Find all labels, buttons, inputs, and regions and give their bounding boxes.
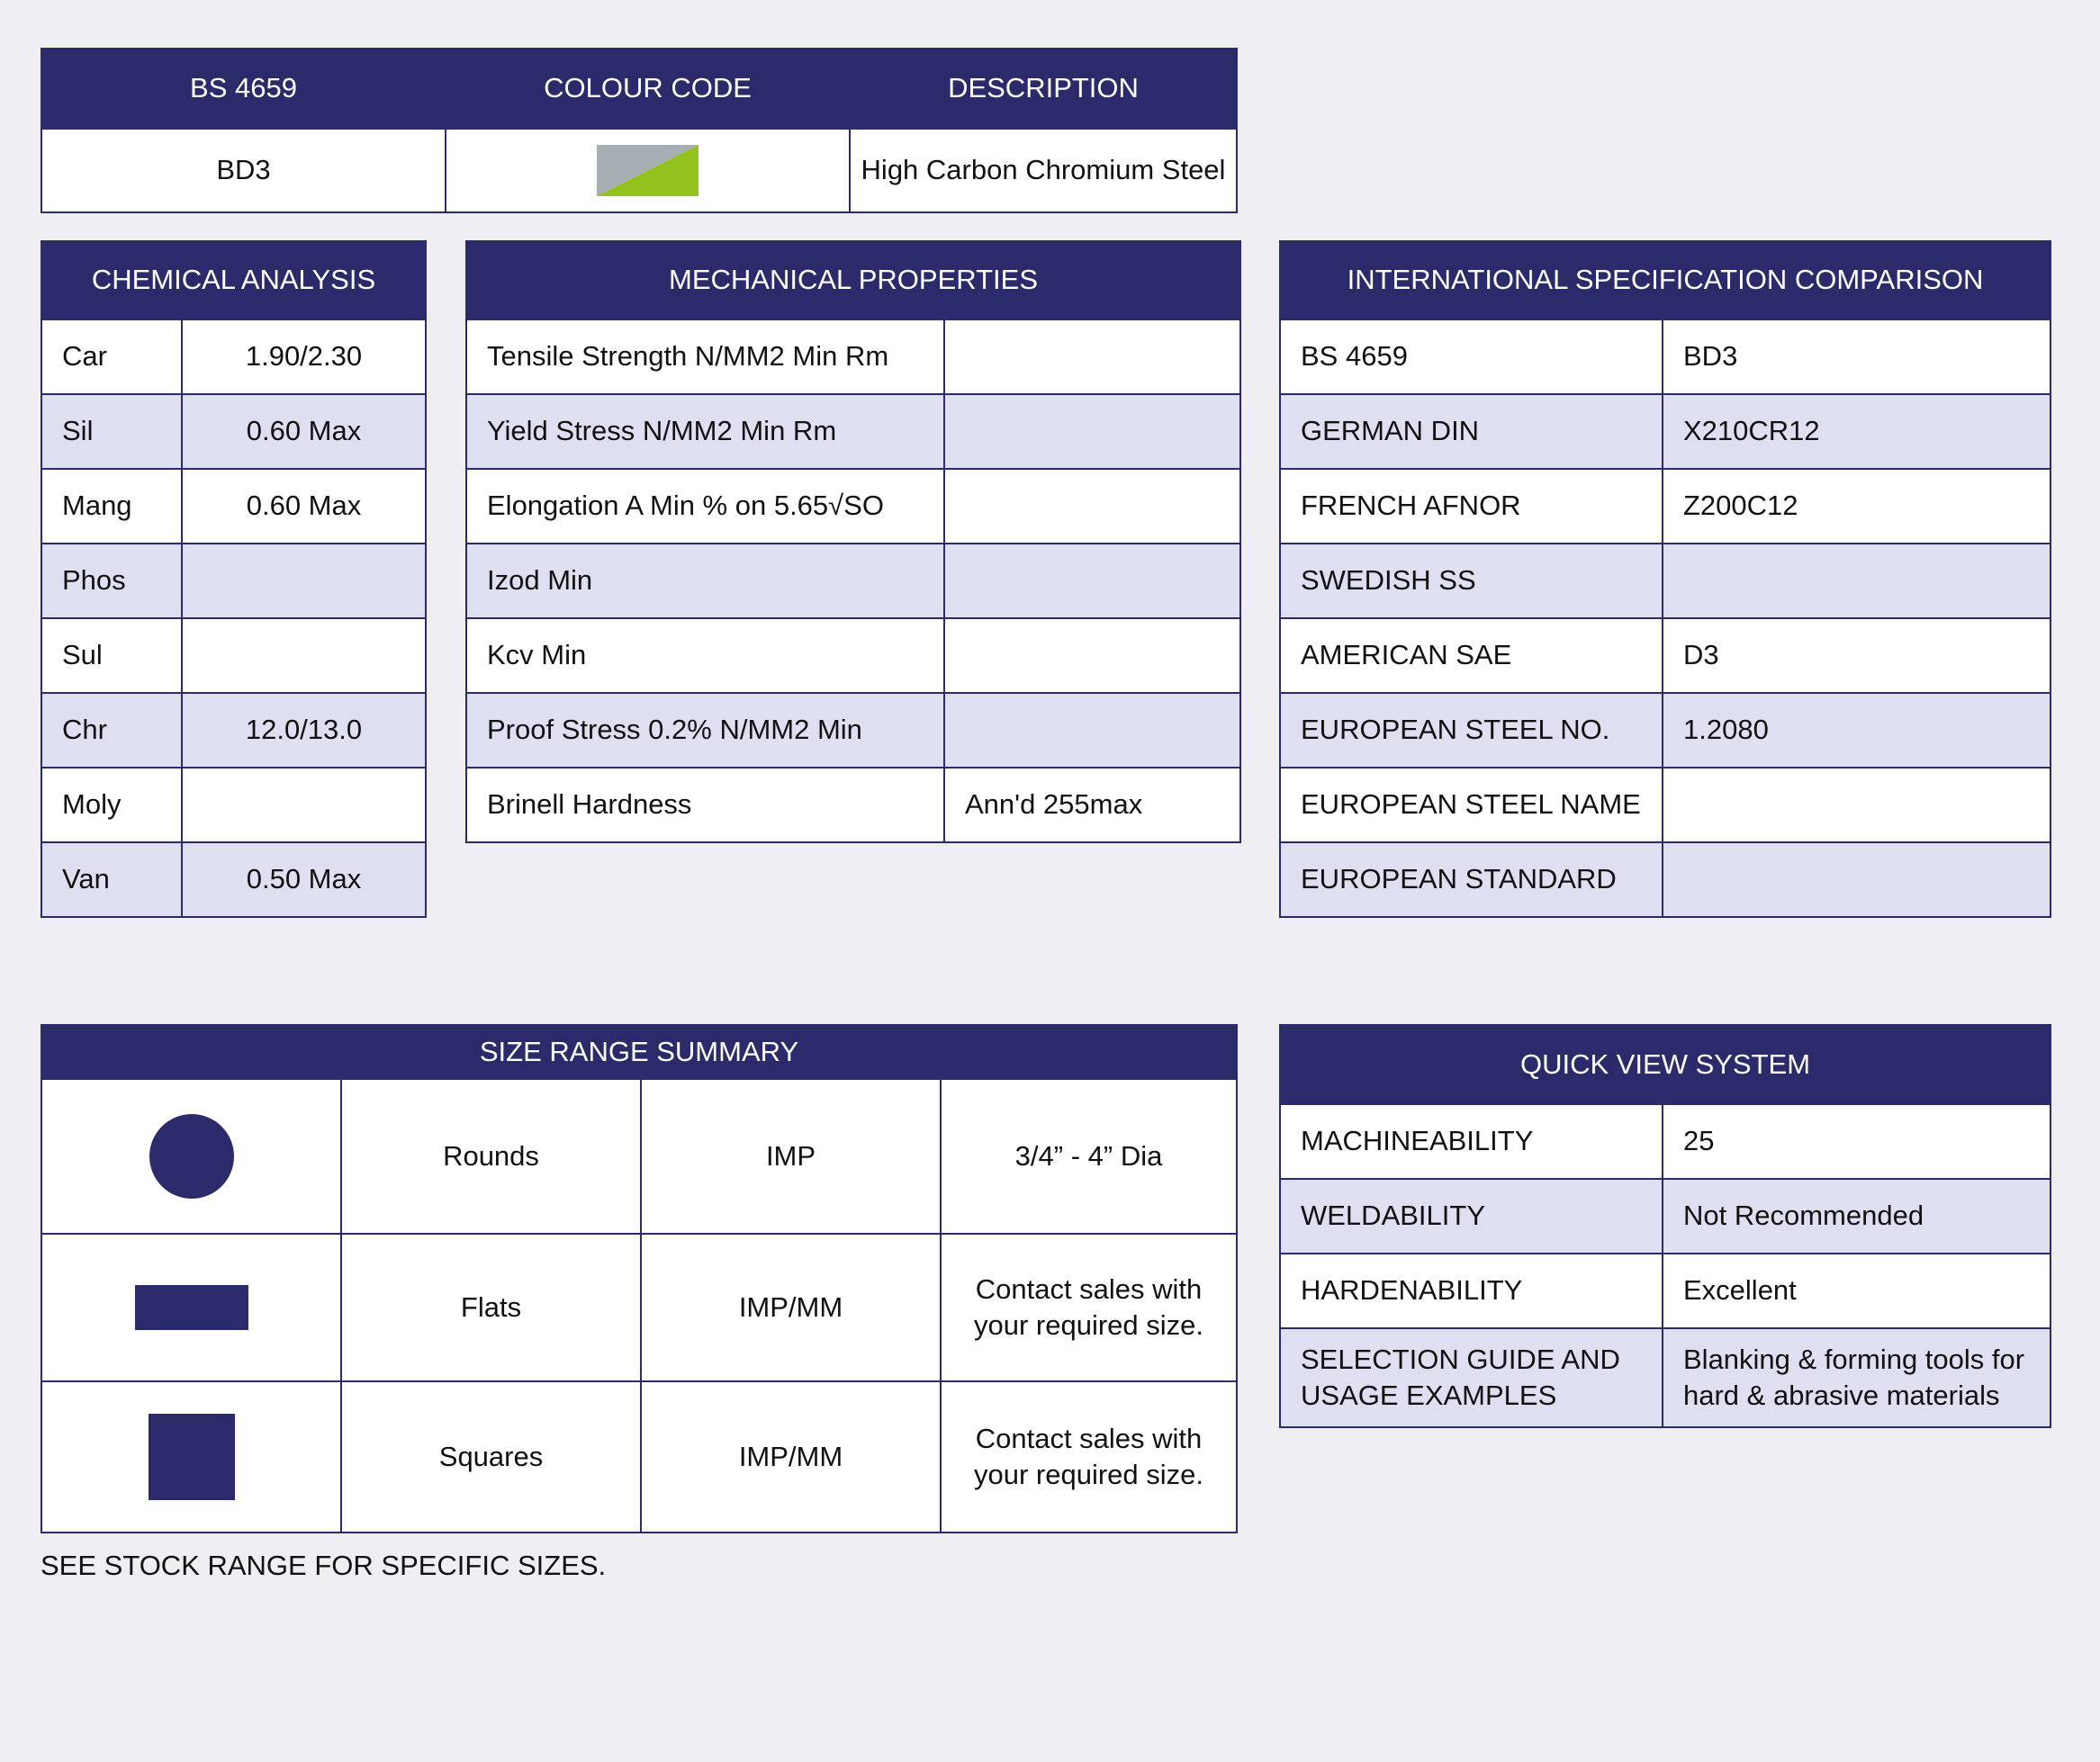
circle-icon [149, 1113, 235, 1200]
spec-standard: EUROPEAN STEEL NO. [1280, 693, 1663, 768]
quick-view-value: Blanking & forming tools for hard & abrasive materials [1663, 1328, 2050, 1427]
unit: IMP/MM [641, 1234, 941, 1381]
chem-value: 1.90/2.30 [182, 319, 426, 394]
spec-standard: FRENCH AFNOR [1280, 469, 1663, 544]
mech-property: Kcv Min [466, 618, 944, 693]
grade-header-table [41, 48, 1236, 213]
mech-value: Ann'd 255max [944, 768, 1240, 842]
chem-value: 0.60 Max [182, 469, 426, 544]
spec-value: 1.2080 [1663, 693, 2050, 768]
mech-property: Tensile Strength N/MM2 Min Rm [466, 319, 944, 394]
quick-view-label: HARDENABILITY [1280, 1254, 1663, 1328]
quick-view-title: QUICK VIEW SYSTEM [1280, 1025, 2050, 1104]
chem-element: Van [41, 842, 182, 917]
chem-element: Chr [41, 693, 182, 768]
quick-view-label: SELECTION GUIDE AND USAGE EXAMPLES [1280, 1328, 1663, 1427]
shape-cell [41, 1079, 341, 1234]
shape-cell [41, 1381, 341, 1533]
square-icon [149, 1414, 235, 1500]
spec-value [1663, 544, 2050, 618]
chem-element: Sil [41, 394, 182, 469]
spec-standard: EUROPEAN STEEL NAME [1280, 768, 1663, 842]
unit: IMP [641, 1079, 941, 1234]
grade-value: BD3 [41, 129, 446, 212]
mech-value [944, 319, 1240, 394]
spec-standard: SWEDISH SS [1280, 544, 1663, 618]
shape-name: Squares [341, 1381, 641, 1533]
spec-value: X210CR12 [1663, 394, 2050, 469]
chem-element: Mang [41, 469, 182, 544]
mechanical-properties-title: MECHANICAL PROPERTIES [466, 241, 1240, 319]
size-range: Contact sales with your required size. [941, 1234, 1237, 1381]
chem-element: Sul [41, 618, 182, 693]
chem-value: 12.0/13.0 [182, 693, 426, 768]
mech-property: Elongation A Min % on 5.65√SO [466, 469, 944, 544]
colour-code-cell [446, 129, 850, 212]
mech-value [944, 469, 1240, 544]
spec-value [1663, 768, 2050, 842]
size-range: Contact sales with your required size. [941, 1381, 1237, 1533]
chem-element: Car [41, 319, 182, 394]
description-value: High Carbon Chromium Steel [850, 129, 1237, 212]
mech-property: Proof Stress 0.2% N/MM2 Min [466, 693, 944, 768]
spec-standard: AMERICAN SAE [1280, 618, 1663, 693]
stock-range-note: SEE STOCK RANGE FOR SPECIFIC SIZES. [41, 1550, 607, 1581]
chem-value: 0.50 Max [182, 842, 426, 917]
spec-standard: BS 4659 [1280, 319, 1663, 394]
chem-element: Phos [41, 544, 182, 618]
mech-property: Brinell Hardness [466, 768, 944, 842]
spec-value [1663, 842, 2050, 917]
size-range-table [41, 1024, 1236, 1533]
quick-view-table [1279, 1024, 2050, 1428]
rectangle-icon [135, 1285, 248, 1330]
quick-view-value: 25 [1663, 1104, 2050, 1179]
chem-value [182, 768, 426, 842]
mech-property: Izod Min [466, 544, 944, 618]
chem-element: Moly [41, 768, 182, 842]
shape-name: Rounds [341, 1079, 641, 1234]
shape-cell [41, 1234, 341, 1381]
chem-value [182, 618, 426, 693]
quick-view-label: MACHINEABILITY [1280, 1104, 1663, 1179]
size-range: 3/4” - 4” Dia [941, 1079, 1237, 1234]
spec-value: BD3 [1663, 319, 2050, 394]
mechanical-properties-table [465, 240, 1239, 843]
mech-value [944, 618, 1240, 693]
spec-standard: GERMAN DIN [1280, 394, 1663, 469]
mech-property: Yield Stress N/MM2 Min Rm [466, 394, 944, 469]
quick-view-value: Excellent [1663, 1254, 2050, 1328]
header-col-description: DESCRIPTION [850, 49, 1237, 129]
chem-value [182, 544, 426, 618]
spec-value: D3 [1663, 618, 2050, 693]
quick-view-value: Not Recommended [1663, 1179, 2050, 1254]
mech-value [944, 394, 1240, 469]
mech-value [944, 544, 1240, 618]
spec-standard: EUROPEAN STANDARD [1280, 842, 1663, 917]
header-col-bs4659: BS 4659 [41, 49, 446, 129]
spec-value: Z200C12 [1663, 469, 2050, 544]
chem-value: 0.60 Max [182, 394, 426, 469]
unit: IMP/MM [641, 1381, 941, 1533]
size-range-title: SIZE RANGE SUMMARY [41, 1025, 1237, 1079]
quick-view-label: WELDABILITY [1280, 1179, 1663, 1254]
chemical-analysis-title: CHEMICAL ANALYSIS [41, 241, 426, 319]
colour-swatch [597, 145, 698, 196]
shape-name: Flats [341, 1234, 641, 1381]
chemical-analysis-table [41, 240, 425, 918]
mech-value [944, 693, 1240, 768]
international-spec-title: INTERNATIONAL SPECIFICATION COMPARISON [1280, 241, 2050, 319]
header-col-colour-code: COLOUR CODE [446, 49, 850, 129]
international-spec-table [1279, 240, 2050, 918]
